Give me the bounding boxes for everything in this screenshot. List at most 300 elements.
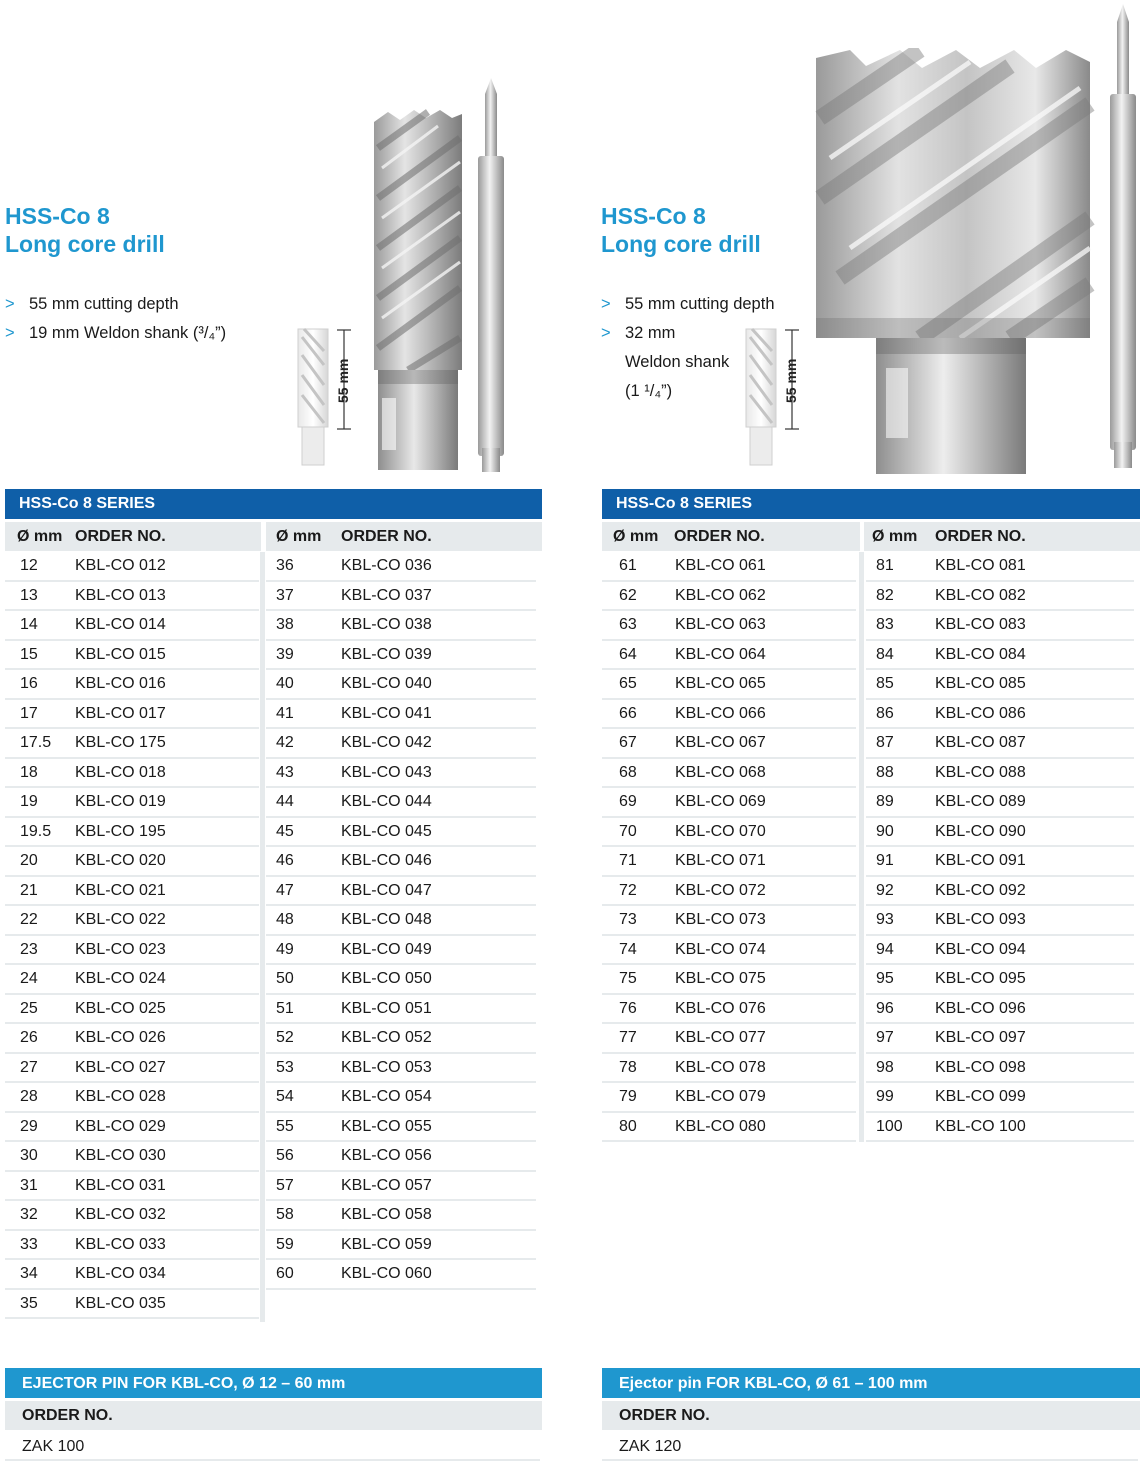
- table-row: [866, 1083, 1134, 1113]
- order-no-cell: KBL-CO 062: [675, 586, 766, 604]
- table-row: [602, 641, 856, 671]
- core-drill-icon: [810, 48, 1106, 476]
- diameter-cell: 39: [276, 645, 294, 663]
- series-header: HSS-Co 8 SERIES: [602, 489, 1140, 519]
- order-no-cell: KBL-CO 059: [341, 1235, 432, 1253]
- table-row: [602, 670, 856, 700]
- table-row: [266, 1054, 536, 1084]
- table-row: [266, 788, 536, 818]
- diameter-cell: 17: [20, 704, 38, 722]
- table-row: [866, 847, 1134, 877]
- table-row: [866, 582, 1134, 612]
- diameter-cell: 47: [276, 881, 294, 899]
- diameter-cell: 64: [619, 645, 637, 663]
- column-header-a: [5, 522, 261, 551]
- order-no-cell: KBL-CO 067: [675, 734, 766, 751]
- table-row: [602, 1113, 856, 1143]
- order-no-cell: KBL-CO 061: [675, 557, 766, 574]
- order-no-cell: KBL-CO 060: [341, 1265, 432, 1282]
- table-row: [602, 759, 856, 789]
- feature-text: 55 mm cutting depth: [625, 295, 775, 313]
- table-row: [5, 847, 259, 877]
- table-row: [866, 759, 1134, 789]
- order-no-cell: KBL-CO 073: [675, 911, 766, 928]
- col-order-no: ORDER NO.: [75, 528, 166, 545]
- title-line-2: Long core drill: [5, 231, 165, 257]
- table-row: [5, 1231, 259, 1261]
- col-order-no: ORDER NO.: [935, 528, 1026, 545]
- diameter-cell: 62: [619, 586, 637, 604]
- diameter-cell: 82: [876, 586, 894, 604]
- order-no-cell: KBL-CO 031: [75, 1176, 166, 1194]
- order-no-cell: KBL-CO 075: [675, 970, 766, 987]
- diameter-cell: 58: [276, 1206, 294, 1223]
- diameter-cell: 69: [619, 793, 637, 810]
- order-no-cell: KBL-CO 027: [75, 1058, 166, 1076]
- series-header: HSS-Co 8 SERIES: [5, 489, 542, 519]
- core-drill-icon: [368, 108, 468, 473]
- feature-text: 32 mm: [625, 324, 676, 342]
- ejector-pin-icon: [474, 76, 508, 476]
- order-no-cell: KBL-CO 066: [675, 704, 766, 722]
- table-row: [266, 877, 536, 907]
- table-row: [602, 582, 856, 612]
- right-product-panel: [598, 0, 1140, 1463]
- table-row: [602, 788, 856, 818]
- order-no-cell: KBL-CO 035: [75, 1294, 166, 1312]
- diameter-cell: 86: [876, 704, 894, 722]
- order-no-cell: KBL-CO 019: [75, 793, 166, 810]
- table-row: [266, 847, 536, 877]
- feature-item-continued: [601, 377, 775, 406]
- order-no-cell: KBL-CO 065: [675, 675, 766, 692]
- table-row: [5, 1290, 259, 1320]
- order-no-cell: KBL-CO 095: [935, 970, 1026, 987]
- diameter-cell: 78: [619, 1058, 637, 1076]
- chevron-right-icon: >: [601, 295, 611, 313]
- column-header-b: [266, 522, 542, 551]
- table-row: [5, 1172, 259, 1202]
- order-no-cell: KBL-CO 012: [75, 557, 166, 574]
- order-no-cell: KBL-CO 042: [341, 734, 432, 751]
- order-no-cell: KBL-CO 032: [75, 1206, 166, 1223]
- table-row: [5, 995, 259, 1025]
- order-no-cell: KBL-CO 023: [75, 940, 166, 958]
- table-row: [5, 1260, 259, 1290]
- diameter-cell: 31: [20, 1176, 38, 1194]
- table-row: [266, 1231, 536, 1261]
- feature-item-continued: [601, 348, 775, 377]
- table-row: [266, 1024, 536, 1054]
- product-title: [601, 202, 761, 258]
- diameter-cell: 60: [276, 1265, 294, 1282]
- table-row: [266, 641, 536, 671]
- order-no-cell: KBL-CO 015: [75, 645, 166, 663]
- order-no-cell: KBL-CO 021: [75, 881, 166, 899]
- feature-list: [5, 290, 226, 348]
- order-no-cell: KBL-CO 091: [935, 852, 1026, 869]
- order-no-cell: KBL-CO 053: [341, 1058, 432, 1076]
- table-row: [602, 611, 856, 641]
- order-no-cell: KBL-CO 058: [341, 1206, 432, 1223]
- table-row: [866, 552, 1134, 582]
- diameter-cell: 75: [619, 970, 637, 987]
- order-no-cell: KBL-CO 038: [341, 616, 432, 633]
- ejector-pin-icon: [1106, 2, 1140, 472]
- order-no-cell: KBL-CO 045: [341, 822, 432, 840]
- table-row: [266, 582, 536, 612]
- table-row: [602, 965, 856, 995]
- table-row: [866, 641, 1134, 671]
- order-no-cell: KBL-CO 048: [341, 911, 432, 928]
- table-row: [602, 818, 856, 848]
- order-no-cell: KBL-CO 100: [935, 1117, 1026, 1135]
- diameter-cell: 17.5: [20, 734, 52, 751]
- feature-text: 19 mm Weldon shank (³/₄”): [29, 324, 227, 342]
- table-row: [602, 729, 856, 759]
- order-no-cell: KBL-CO 082: [935, 586, 1026, 604]
- table-row: [5, 906, 259, 936]
- diameter-cell: 87: [876, 734, 894, 751]
- feature-item: [5, 290, 226, 319]
- diameter-cell: 57: [276, 1176, 294, 1194]
- table-row: [266, 670, 536, 700]
- order-no-cell: KBL-CO 056: [341, 1147, 432, 1164]
- order-no-cell: KBL-CO 076: [675, 999, 766, 1017]
- table-row: [5, 552, 259, 582]
- order-table-b: [866, 552, 1134, 1142]
- order-no-cell: KBL-CO 036: [341, 557, 432, 574]
- diameter-cell: 20: [20, 852, 38, 869]
- diameter-cell: 83: [876, 616, 894, 633]
- order-no-cell: KBL-CO 064: [675, 645, 766, 663]
- diameter-cell: 93: [876, 911, 894, 928]
- order-no-cell: KBL-CO 070: [675, 822, 766, 840]
- diameter-cell: 15: [20, 645, 38, 663]
- order-no-cell: KBL-CO 054: [341, 1088, 432, 1105]
- table-row: [5, 818, 259, 848]
- order-no-cell: KBL-CO 029: [75, 1117, 166, 1135]
- feature-item: [601, 319, 775, 348]
- diameter-cell: 61: [619, 557, 637, 574]
- col-diameter: Ø mm: [276, 528, 322, 545]
- order-no-cell: KBL-CO 014: [75, 616, 166, 633]
- order-no-cell: KBL-CO 052: [341, 1029, 432, 1046]
- dimension-label: 55 mm: [783, 358, 799, 403]
- table-row: [5, 936, 259, 966]
- table-row: [5, 1113, 259, 1143]
- table-row: [266, 759, 536, 789]
- feature-text: (1 ¹/₄”): [625, 382, 673, 400]
- diameter-cell: 14: [20, 616, 38, 633]
- diameter-cell: 33: [20, 1235, 38, 1253]
- diameter-cell: 84: [876, 645, 894, 663]
- table-row: [266, 1260, 536, 1290]
- diameter-cell: 44: [276, 793, 294, 810]
- feature-item: [601, 290, 775, 319]
- order-no-cell: KBL-CO 087: [935, 734, 1026, 751]
- diameter-cell: 19: [20, 793, 38, 810]
- diameter-cell: 45: [276, 822, 294, 840]
- table-row: [5, 700, 259, 730]
- table-row: [266, 1201, 536, 1231]
- chevron-right-icon: >: [601, 324, 611, 342]
- table-row: [866, 1113, 1134, 1143]
- diameter-cell: 74: [619, 940, 637, 958]
- diameter-cell: 19.5: [20, 822, 52, 840]
- diameter-cell: 92: [876, 881, 894, 899]
- diameter-cell: 35: [20, 1294, 38, 1312]
- diameter-cell: 95: [876, 970, 894, 987]
- table-row: [266, 552, 536, 582]
- diameter-cell: 72: [619, 881, 637, 899]
- table-divider: [260, 552, 265, 1322]
- table-row: [866, 1024, 1134, 1054]
- order-no-cell: KBL-CO 044: [341, 793, 432, 810]
- table-row: [5, 759, 259, 789]
- order-no-cell: KBL-CO 022: [75, 911, 166, 928]
- diameter-cell: 80: [619, 1117, 637, 1135]
- table-row: [866, 818, 1134, 848]
- ejector-header: Ejector pin FOR KBL-CO, Ø 61 – 100 mm: [602, 1368, 1140, 1398]
- table-row: [5, 1054, 259, 1084]
- order-no-cell: KBL-CO 057: [341, 1176, 432, 1194]
- ejector-order-value: ZAK 100: [5, 1432, 540, 1461]
- table-row: [266, 936, 536, 966]
- diameter-cell: 89: [876, 793, 894, 810]
- table-row: [866, 995, 1134, 1025]
- table-row: [5, 582, 259, 612]
- column-header-b: [864, 522, 1140, 551]
- col-order-no: ORDER NO.: [674, 528, 765, 545]
- table-row: [602, 877, 856, 907]
- diameter-cell: 76: [619, 999, 637, 1017]
- table-row: [866, 965, 1134, 995]
- order-no-cell: KBL-CO 079: [675, 1088, 766, 1105]
- table-row: [866, 906, 1134, 936]
- table-row: [602, 552, 856, 582]
- table-row: [866, 729, 1134, 759]
- diameter-cell: 90: [876, 822, 894, 840]
- order-no-cell: KBL-CO 175: [75, 734, 166, 751]
- table-row: [602, 1024, 856, 1054]
- table-row: [266, 700, 536, 730]
- diameter-cell: 54: [276, 1088, 294, 1105]
- order-no-cell: KBL-CO 017: [75, 704, 166, 722]
- col-order-no: ORDER NO.: [341, 528, 432, 545]
- diameter-cell: 32: [20, 1206, 38, 1223]
- left-product-panel: [0, 0, 542, 1463]
- diameter-cell: 28: [20, 1088, 38, 1105]
- order-no-cell: KBL-CO 025: [75, 999, 166, 1017]
- diameter-cell: 70: [619, 822, 637, 840]
- diameter-cell: 41: [276, 704, 294, 722]
- order-no-cell: KBL-CO 018: [75, 763, 166, 781]
- ejector-header: EJECTOR PIN FOR KBL-CO, Ø 12 – 60 mm: [5, 1368, 542, 1398]
- diameter-cell: 51: [276, 999, 294, 1017]
- diameter-cell: 67: [619, 734, 637, 751]
- order-table-a: [5, 552, 259, 1319]
- order-no-cell: KBL-CO 055: [341, 1117, 432, 1135]
- diameter-cell: 59: [276, 1235, 294, 1253]
- diameter-cell: 18: [20, 763, 38, 781]
- ejector-order-value: ZAK 120: [602, 1432, 1138, 1461]
- order-no-cell: KBL-CO 037: [341, 586, 432, 604]
- col-diameter: Ø mm: [17, 528, 63, 545]
- order-no-cell: KBL-CO 041: [341, 704, 432, 722]
- order-no-cell: KBL-CO 063: [675, 616, 766, 633]
- diameter-cell: 30: [20, 1147, 38, 1164]
- order-no-cell: KBL-CO 098: [935, 1058, 1026, 1076]
- title-line-2: Long core drill: [601, 231, 761, 257]
- order-no-cell: KBL-CO 092: [935, 881, 1026, 899]
- order-no-cell: KBL-CO 033: [75, 1235, 166, 1253]
- order-no-cell: KBL-CO 028: [75, 1088, 166, 1105]
- order-no-cell: KBL-CO 069: [675, 793, 766, 810]
- order-no-cell: KBL-CO 016: [75, 675, 166, 692]
- diameter-cell: 26: [20, 1029, 38, 1046]
- table-row: [5, 1201, 259, 1231]
- table-row: [602, 1083, 856, 1113]
- table-row: [866, 788, 1134, 818]
- col-diameter: Ø mm: [613, 528, 659, 545]
- title-line-1: HSS-Co 8: [5, 203, 110, 229]
- table-row: [602, 995, 856, 1025]
- order-no-cell: KBL-CO 086: [935, 704, 1026, 722]
- diameter-cell: 16: [20, 675, 38, 692]
- table-row: [866, 670, 1134, 700]
- diameter-cell: 79: [619, 1088, 637, 1105]
- table-row: [5, 670, 259, 700]
- table-row: [266, 1083, 536, 1113]
- order-table-b: [266, 552, 536, 1290]
- table-row: [266, 818, 536, 848]
- feature-list: [601, 290, 775, 406]
- order-no-cell: KBL-CO 096: [935, 999, 1026, 1017]
- diameter-cell: 68: [619, 763, 637, 781]
- col-diameter: Ø mm: [872, 528, 918, 545]
- order-no-cell: KBL-CO 099: [935, 1088, 1026, 1105]
- table-row: [602, 906, 856, 936]
- diameter-cell: 63: [619, 616, 637, 633]
- order-no-cell: KBL-CO 083: [935, 616, 1026, 633]
- table-row: [5, 1142, 259, 1172]
- order-no-cell: KBL-CO 039: [341, 645, 432, 663]
- diameter-cell: 77: [619, 1029, 637, 1046]
- product-title: [5, 202, 165, 258]
- diameter-cell: 55: [276, 1117, 294, 1135]
- order-no-cell: KBL-CO 090: [935, 822, 1026, 840]
- order-no-cell: KBL-CO 020: [75, 852, 166, 869]
- feature-text: Weldon shank: [625, 353, 730, 371]
- feature-item: [5, 319, 226, 348]
- order-no-cell: KBL-CO 094: [935, 940, 1026, 958]
- order-no-cell: KBL-CO 078: [675, 1058, 766, 1076]
- table-row: [5, 641, 259, 671]
- table-row: [866, 1054, 1134, 1084]
- diameter-cell: 71: [619, 852, 637, 869]
- table-row: [5, 1024, 259, 1054]
- table-row: [602, 847, 856, 877]
- diameter-cell: 94: [876, 940, 894, 958]
- chevron-right-icon: >: [5, 324, 15, 342]
- table-row: [5, 788, 259, 818]
- order-no-cell: KBL-CO 093: [935, 911, 1026, 928]
- diameter-cell: 96: [876, 999, 894, 1017]
- order-no-cell: KBL-CO 047: [341, 881, 432, 899]
- order-no-cell: KBL-CO 068: [675, 763, 766, 781]
- diameter-cell: 53: [276, 1058, 294, 1076]
- table-row: [5, 1083, 259, 1113]
- order-no-cell: KBL-CO 030: [75, 1147, 166, 1164]
- order-no-cell: KBL-CO 084: [935, 645, 1026, 663]
- diameter-cell: 23: [20, 940, 38, 958]
- diameter-cell: 37: [276, 586, 294, 604]
- table-row: [866, 611, 1134, 641]
- diameter-cell: 12: [20, 557, 38, 574]
- diameter-cell: 49: [276, 940, 294, 958]
- table-row: [866, 700, 1134, 730]
- diameter-cell: 50: [276, 970, 294, 987]
- diameter-cell: 81: [876, 557, 894, 574]
- order-no-cell: KBL-CO 077: [675, 1029, 766, 1046]
- table-row: [266, 729, 536, 759]
- order-no-cell: KBL-CO 071: [675, 852, 766, 869]
- table-row: [266, 611, 536, 641]
- order-no-cell: KBL-CO 013: [75, 586, 166, 604]
- table-divider: [859, 552, 864, 1142]
- diameter-cell: 34: [20, 1265, 38, 1282]
- order-no-cell: KBL-CO 040: [341, 675, 432, 692]
- order-no-cell: KBL-CO 080: [675, 1117, 766, 1135]
- table-row: [866, 936, 1134, 966]
- diameter-cell: 13: [20, 586, 38, 604]
- order-no-cell: KBL-CO 072: [675, 881, 766, 899]
- ejector-column-header: ORDER NO.: [602, 1401, 1140, 1430]
- table-row: [602, 1054, 856, 1084]
- diameter-cell: 27: [20, 1058, 38, 1076]
- diameter-cell: 48: [276, 911, 294, 928]
- order-no-cell: KBL-CO 046: [341, 852, 432, 869]
- diameter-cell: 73: [619, 911, 637, 928]
- diameter-cell: 66: [619, 704, 637, 722]
- diameter-cell: 85: [876, 675, 894, 692]
- table-row: [266, 1172, 536, 1202]
- order-no-cell: KBL-CO 097: [935, 1029, 1026, 1046]
- diameter-cell: 43: [276, 763, 294, 781]
- order-no-cell: KBL-CO 085: [935, 675, 1026, 692]
- table-row: [5, 729, 259, 759]
- diameter-cell: 42: [276, 734, 294, 751]
- table-row: [266, 906, 536, 936]
- diameter-cell: 21: [20, 881, 38, 899]
- diameter-cell: 97: [876, 1029, 894, 1046]
- diameter-cell: 40: [276, 675, 294, 692]
- dimension-label: 55 mm: [335, 358, 351, 403]
- diameter-cell: 36: [276, 557, 294, 574]
- diameter-cell: 24: [20, 970, 38, 987]
- diameter-cell: 29: [20, 1117, 38, 1135]
- diameter-cell: 46: [276, 852, 294, 869]
- table-row: [266, 1113, 536, 1143]
- order-no-cell: KBL-CO 051: [341, 999, 432, 1017]
- table-row: [866, 877, 1134, 907]
- order-no-cell: KBL-CO 043: [341, 763, 432, 781]
- chevron-right-icon: >: [5, 295, 15, 313]
- order-table-a: [602, 552, 856, 1142]
- diameter-cell: 88: [876, 763, 894, 781]
- diameter-cell: 25: [20, 999, 38, 1017]
